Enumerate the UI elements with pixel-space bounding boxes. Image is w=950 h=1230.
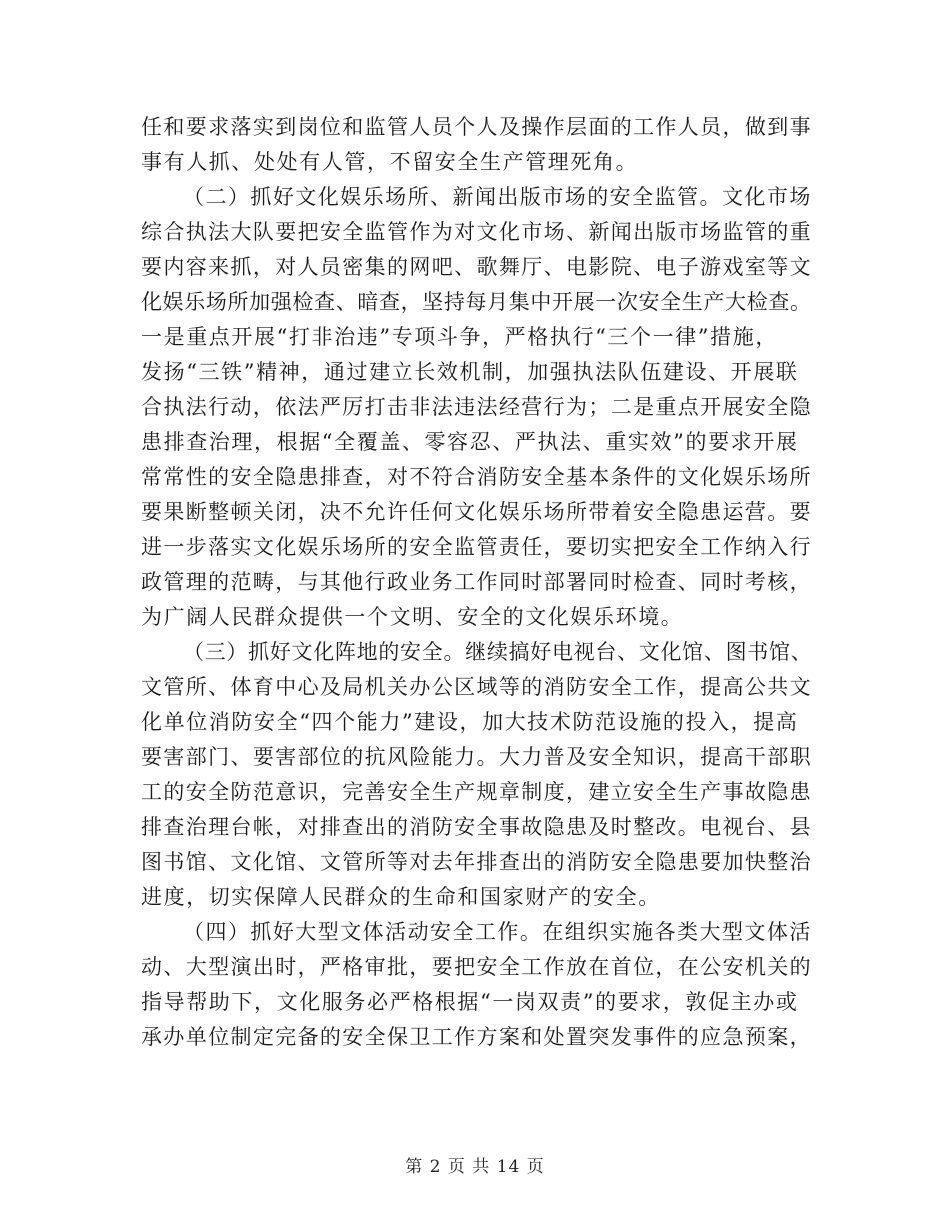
text-line: 图书馆、文化馆、文管所等对去年排查出的消防安全隐患要加快整治 <box>141 850 812 874</box>
text-line: 排查治理台帐，对排查出的消防安全事故隐患及时整改。电视台、县 <box>141 815 812 839</box>
text-line: 患排查治理，根据“全覆盖、零容忍、严执法、重实效”的要求开展 <box>141 430 799 454</box>
text-line: 化单位消防安全“四个能力”建设，加大技术防范设施的投入，提高 <box>141 710 799 734</box>
paragraph-4-start: （四）抓好大型文体活动安全工作。在组织实施各类大型文体活 <box>183 920 812 944</box>
text-line: 一是重点开展“打非治违”专项斗争，严格执行“三个一律”措施， <box>141 325 778 349</box>
text-line: 动、大型演出时，严格审批，要把安全工作放在首位，在公安机关的 <box>141 955 812 979</box>
text-line: 进一步落实文化娱乐场所的安全监管责任，要切实把安全工作纳入行 <box>141 535 812 559</box>
text-line: 文管所、体育中心及局机关办公区域等的消防安全工作，提高公共文 <box>141 675 812 699</box>
text-line: 事有人抓、处处有人管，不留安全生产管理死角。 <box>141 150 639 174</box>
text-line: 政管理的范畴，与其他行政业务工作同时部署同时检查、同时考核， <box>141 570 812 594</box>
paragraph-2-start: （二）抓好文化娱乐场所、新闻出版市场的安全监管。文化市场 <box>183 185 812 209</box>
text-line: 为广阔人民群众提供一个文明、安全的文化娱乐环境。 <box>141 605 684 629</box>
text-line: 指导帮助下，文化服务必严格根据“一岗双责”的要求，敦促主办或 <box>141 990 799 1014</box>
text-line: 合执法行动，依法严厉打击非法违法经营行为；二是重点开展安全隐 <box>141 395 812 419</box>
text-line: 要害部门、要害部位的抗风险能力。大力普及安全知识，提高干部职 <box>141 745 812 769</box>
text-line: 进度，切实保障人民群众的生命和国家财产的安全。 <box>141 885 661 909</box>
paragraph-3-start: （三）抓好文化阵地的安全。继续搞好电视台、文化馆、图书馆、 <box>183 640 813 664</box>
page-number-footer: 第 2 页 共 14 页 <box>405 1157 545 1177</box>
text-line: 常常性的安全隐患排查，对不符合消防安全基本条件的文化娱乐场所 <box>141 465 812 489</box>
text-line: 承办单位制定完备的安全保卫工作方案和处置突发事件的应急预案， <box>141 1025 812 1049</box>
text-line: 要内容来抓，对人员密集的网吧、歌舞厅、电影院、电子游戏室等文 <box>141 255 812 279</box>
text-line: 任和要求落实到岗位和监管人员个人及操作层面的工作人员，做到事 <box>141 115 812 139</box>
text-line: 要果断整顿关闭，决不允许任何文化娱乐场所带着安全隐患运营。要 <box>141 500 812 524</box>
text-line: 化娱乐场所加强检查、暗查，坚持每月集中开展一次安全生产大检查。 <box>141 290 812 314</box>
text-line: 综合执法大队要把安全监管作为对文化市场、新闻出版市场监管的重 <box>141 220 812 244</box>
text-line: 工的安全防范意识，完善安全生产规章制度，建立安全生产事故隐患 <box>141 780 812 804</box>
text-line: 发扬“三铁”精神，通过建立长效机制，加强执法队伍建设、开展联 <box>141 360 799 384</box>
